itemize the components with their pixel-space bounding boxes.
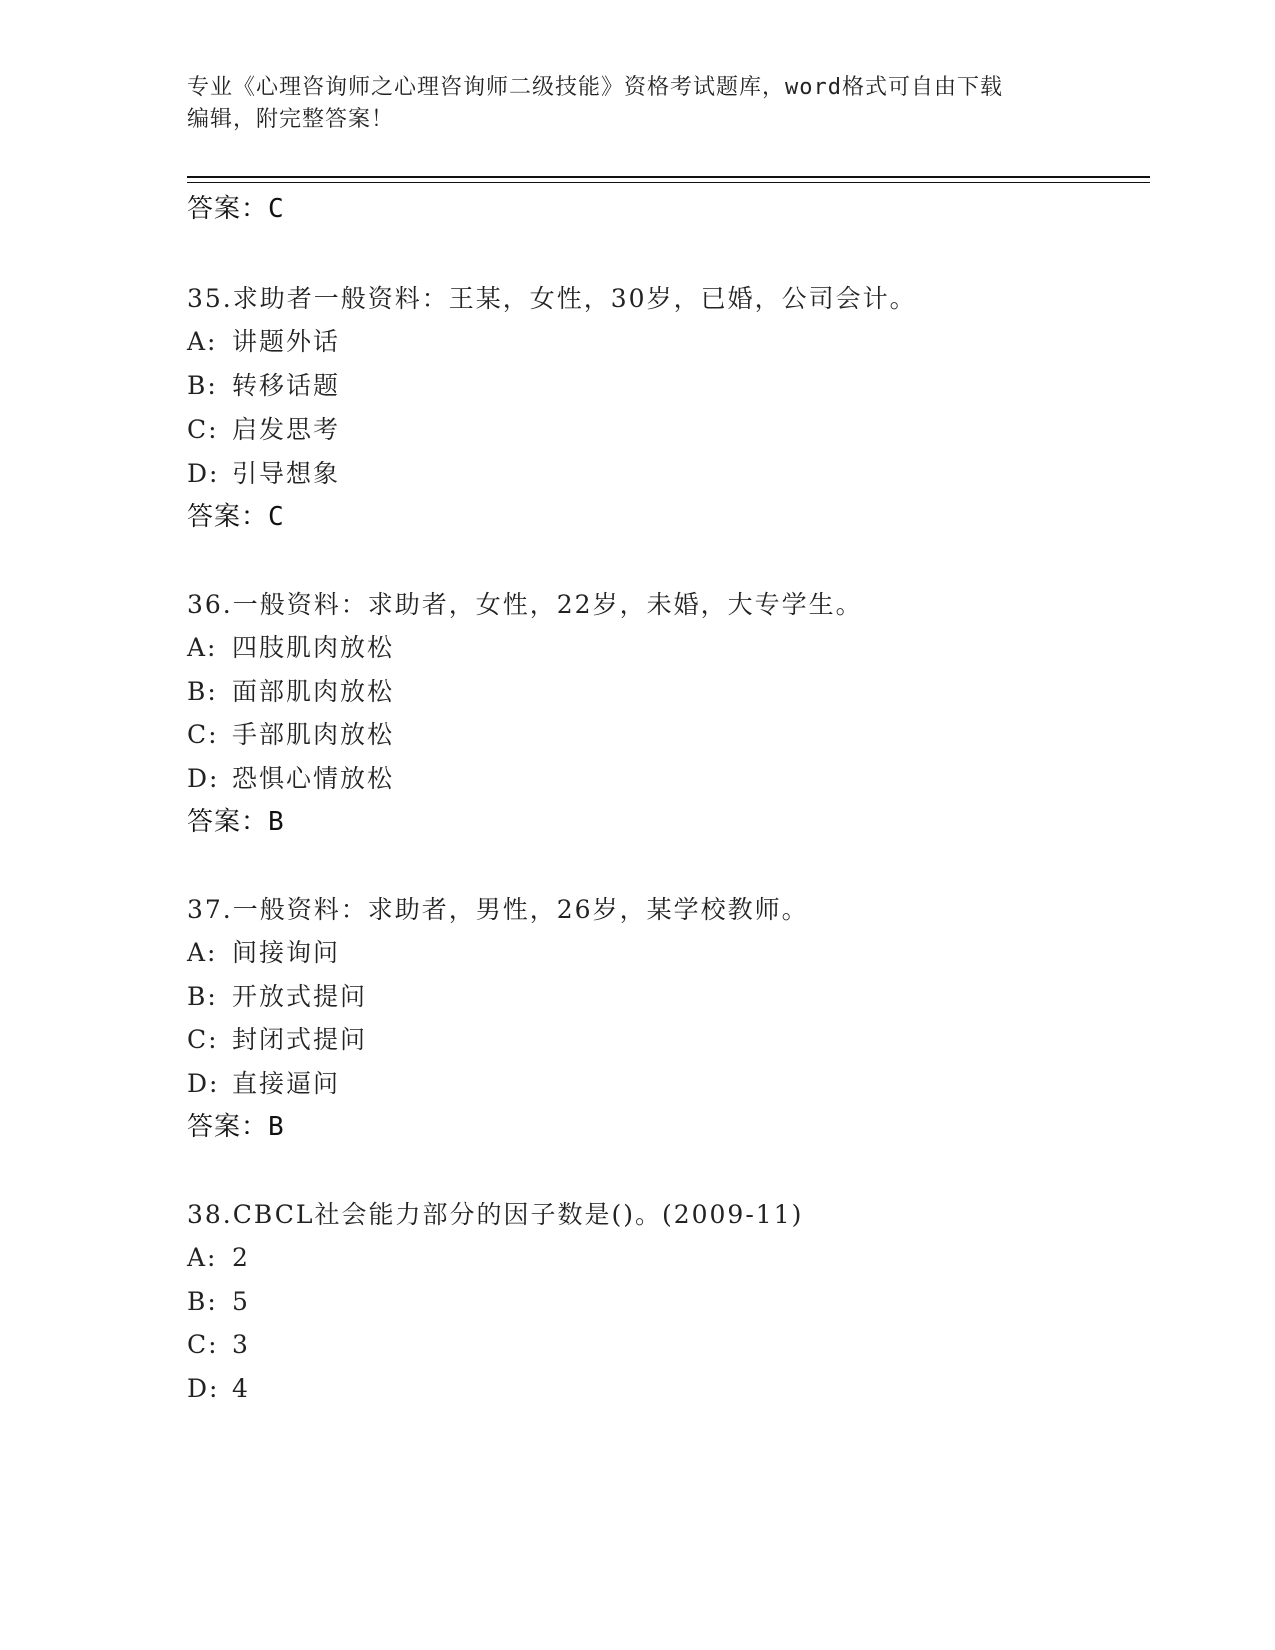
question-36-answer: 答案：B <box>187 807 285 837</box>
header-divider-thin <box>187 182 1150 183</box>
question-36-option-b <box>187 675 394 709</box>
option-text: 四肢肌肉放松 <box>232 633 395 662</box>
question-35-option-d <box>187 457 340 491</box>
header-line-2: 编辑，附完整答案！ <box>187 107 395 132</box>
option-text: 启发思考 <box>232 415 341 444</box>
question-37-option-d <box>187 1067 340 1101</box>
option-text: 直接逼问 <box>232 1069 341 1098</box>
option-letter: D: <box>187 1374 220 1403</box>
option-text: 5 <box>232 1287 250 1316</box>
question-38-option-b <box>187 1285 250 1319</box>
option-letter: B: <box>187 982 218 1011</box>
option-text: 封闭式提问 <box>232 1025 368 1054</box>
option-text: 恐惧心情放松 <box>232 764 395 793</box>
question-38-option-a <box>187 1241 250 1275</box>
question-37-option-a <box>187 936 340 970</box>
option-letter: C: <box>187 1330 219 1359</box>
question-37-stem: 37.一般资料：求助者，男性，26岁，某学校教师。 <box>187 895 809 924</box>
previous-answer: 答案：C <box>187 194 285 224</box>
question-35-option-a <box>187 325 340 359</box>
option-text: 4 <box>232 1374 250 1403</box>
question-36-option-c <box>187 718 394 752</box>
question-38-stem: 38.CBCL社会能力部分的因子数是()。(2009-11) <box>187 1200 804 1229</box>
question-37-option-c <box>187 1023 367 1057</box>
question-36-stem: 36.一般资料：求助者，女性，22岁，未婚，大专学生。 <box>187 590 863 619</box>
option-text: 间接询问 <box>232 938 341 967</box>
option-letter: B: <box>187 677 218 706</box>
question-36-option-d <box>187 762 394 796</box>
option-letter: D: <box>187 764 220 793</box>
question-37-answer: 答案：B <box>187 1112 285 1142</box>
question-35-answer: 答案：C <box>187 502 285 532</box>
option-text: 面部肌肉放松 <box>232 677 395 706</box>
question-35-option-c <box>187 413 340 447</box>
option-letter: C: <box>187 415 219 444</box>
header-line-1: 专业《心理咨询师之心理咨询师二级技能》资格考试题库，word格式可自由下载 <box>187 75 1003 100</box>
option-text: 转移话题 <box>232 371 341 400</box>
question-35-option-b <box>187 369 340 403</box>
option-letter: A: <box>187 327 218 356</box>
document-header <box>187 72 1087 136</box>
option-text: 3 <box>232 1330 250 1359</box>
option-text: 讲题外话 <box>232 327 341 356</box>
option-text: 开放式提问 <box>232 982 368 1011</box>
option-text: 手部肌肉放松 <box>232 720 395 749</box>
option-letter: D: <box>187 1069 220 1098</box>
option-letter: C: <box>187 720 219 749</box>
question-36-option-a <box>187 631 394 665</box>
option-letter: A: <box>187 1243 218 1272</box>
option-letter: A: <box>187 938 218 967</box>
option-letter: A: <box>187 633 218 662</box>
option-text: 引导想象 <box>232 459 341 488</box>
question-37-option-b <box>187 980 367 1014</box>
option-letter: C: <box>187 1025 219 1054</box>
question-35-stem: 35.求助者一般资料：王某，女性，30岁，已婚，公司会计。 <box>187 284 917 313</box>
option-text: 2 <box>232 1243 250 1272</box>
option-letter: B: <box>187 1287 218 1316</box>
option-letter: D: <box>187 459 220 488</box>
option-letter: B: <box>187 371 218 400</box>
question-38-option-c <box>187 1328 250 1362</box>
header-divider-thick <box>187 176 1150 178</box>
question-38-option-d <box>187 1372 250 1406</box>
